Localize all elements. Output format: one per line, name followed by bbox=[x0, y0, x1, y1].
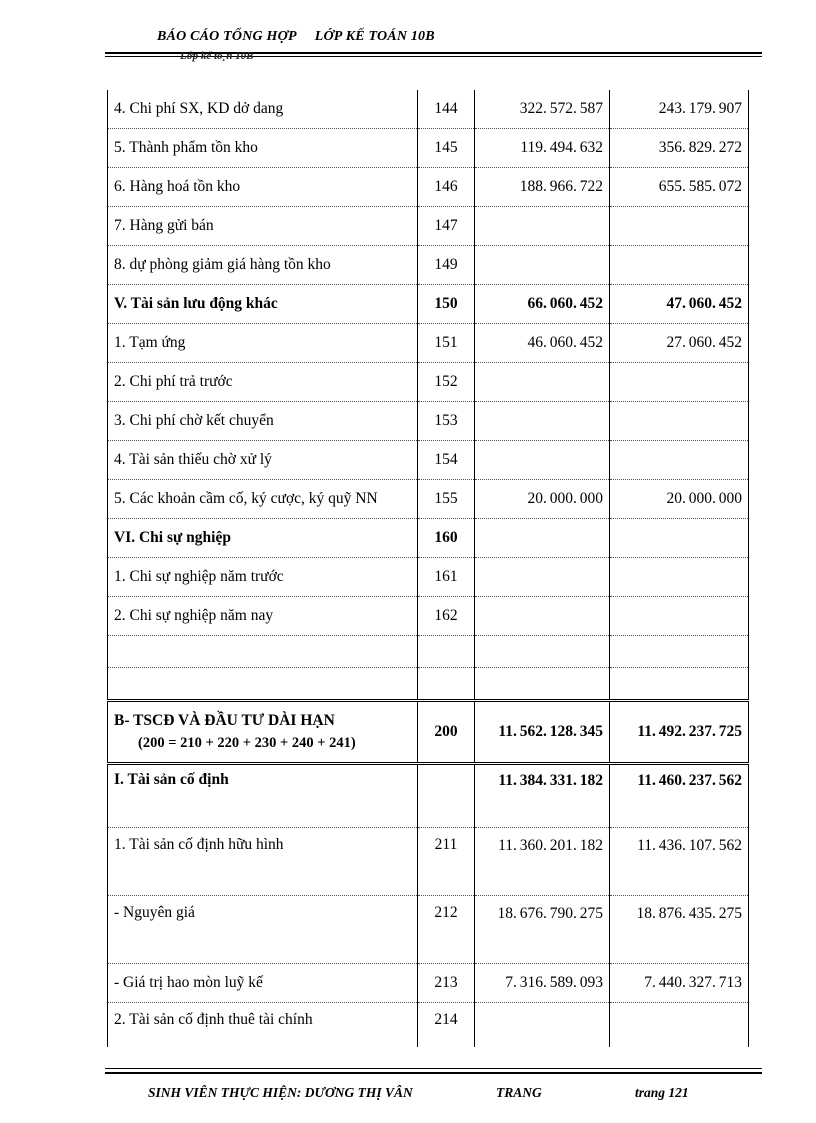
table-row bbox=[108, 480, 749, 519]
row-code: 145 bbox=[418, 129, 475, 168]
row-name: V. Tài sản lưu động khác bbox=[108, 285, 418, 324]
row-code: 212 bbox=[418, 896, 475, 964]
row-name: 5. Các khoản cầm cố, ký cược, ký quỹ NN bbox=[108, 480, 418, 519]
row-value-end: 7. 440. 327. 713 bbox=[610, 964, 749, 1003]
section-fixed-assets-row bbox=[108, 764, 749, 828]
table-row bbox=[108, 597, 749, 636]
row-name: 5. Thành phẩm tồn kho bbox=[108, 129, 418, 168]
table-row bbox=[108, 558, 749, 597]
row-value-end bbox=[610, 246, 749, 285]
footer-trang: TRANG bbox=[496, 1085, 542, 1100]
row-value-start: 119. 494. 632 bbox=[475, 129, 610, 168]
row-value-end bbox=[610, 597, 749, 636]
row-value-start: 18. 676. 790. 275 bbox=[475, 896, 610, 964]
row-value-end: 20. 000. 000 bbox=[610, 480, 749, 519]
row-code: 160 bbox=[418, 519, 475, 558]
row-name: 3. Chi phí chờ kết chuyển bbox=[108, 402, 418, 441]
empty-cell bbox=[418, 668, 475, 701]
row-value-end: 18. 876. 435. 275 bbox=[610, 896, 749, 964]
row-value-start: 7. 316. 589. 093 bbox=[475, 964, 610, 1003]
row-value-start bbox=[475, 207, 610, 246]
empty-cell bbox=[610, 668, 749, 701]
row-code: 149 bbox=[418, 246, 475, 285]
row-code: 154 bbox=[418, 441, 475, 480]
row-value-start bbox=[475, 246, 610, 285]
empty-cell bbox=[610, 636, 749, 668]
row-value-start bbox=[475, 597, 610, 636]
report-title: BÁO CÁO TỔNG HỢP bbox=[157, 29, 297, 44]
row-value-end bbox=[610, 402, 749, 441]
row-name: 2. Chi sự nghiệp năm nay bbox=[108, 597, 418, 636]
footer-rule-thin bbox=[105, 1068, 762, 1069]
row-value-end: 11. 436. 107. 562 bbox=[610, 828, 749, 896]
row-value-end bbox=[610, 558, 749, 597]
row-value-start: 188. 966. 722 bbox=[475, 168, 610, 207]
row-value-start: 20. 000. 000 bbox=[475, 480, 610, 519]
row-code: 153 bbox=[418, 402, 475, 441]
row-value-start: 11. 360. 201. 182 bbox=[475, 828, 610, 896]
section-row-other-current-assets bbox=[108, 285, 749, 324]
row-value-end: 11. 460. 237. 562 bbox=[610, 764, 749, 828]
row-name: VI. Chi sự nghiệp bbox=[108, 519, 418, 558]
class-title: LỚP KẾ TOÁN 10B bbox=[314, 29, 435, 44]
table-row bbox=[108, 896, 749, 964]
row-value-start bbox=[475, 402, 610, 441]
balance-sheet-table bbox=[107, 90, 749, 1047]
row-value-end: 243. 179. 907 bbox=[610, 90, 749, 129]
empty-cell bbox=[475, 636, 610, 668]
row-name: 2. Tài sản cố định thuê tài chính bbox=[108, 1003, 418, 1048]
table-row bbox=[108, 441, 749, 480]
row-code: 146 bbox=[418, 168, 475, 207]
row-code: 147 bbox=[418, 207, 475, 246]
header-subtitle: Lớp kế to¸n 10B bbox=[180, 50, 254, 62]
empty-row bbox=[108, 668, 749, 701]
row-value-end: 655. 585. 072 bbox=[610, 168, 749, 207]
row-code: 200 bbox=[418, 701, 475, 764]
row-name: 7. Hàng gửi bán bbox=[108, 207, 418, 246]
empty-cell bbox=[108, 636, 418, 668]
footer-student: SINH VIÊN THỰC HIỆN: DƯƠNG THỊ VÂN bbox=[148, 1085, 413, 1100]
section-b-row bbox=[108, 701, 749, 764]
section-b-title: B- TSCĐ VÀ ĐẦU TƯ DÀI HẠN bbox=[114, 712, 335, 729]
row-code: 155 bbox=[418, 480, 475, 519]
row-value-end: 356. 829. 272 bbox=[610, 129, 749, 168]
table-row bbox=[108, 90, 749, 129]
empty-cell bbox=[108, 668, 418, 701]
table-row bbox=[108, 402, 749, 441]
row-value-start: 46. 060. 452 bbox=[475, 324, 610, 363]
empty-cell bbox=[475, 668, 610, 701]
row-code: 211 bbox=[418, 828, 475, 896]
table-row bbox=[108, 207, 749, 246]
row-value-end: 47. 060. 452 bbox=[610, 285, 749, 324]
row-code: 152 bbox=[418, 363, 475, 402]
row-name: 6. Hàng hoá tồn kho bbox=[108, 168, 418, 207]
row-value-end: 27. 060. 452 bbox=[610, 324, 749, 363]
row-value-end bbox=[610, 1003, 749, 1048]
row-value-start: 11. 384. 331. 182 bbox=[475, 764, 610, 828]
row-code: 161 bbox=[418, 558, 475, 597]
footer-rule bbox=[105, 1072, 762, 1074]
row-value-end: 11. 492. 237. 725 bbox=[610, 701, 749, 764]
row-code: 151 bbox=[418, 324, 475, 363]
row-value-start bbox=[475, 558, 610, 597]
row-value-start bbox=[475, 441, 610, 480]
row-name: 4. Chi phí SX, KD dở dang bbox=[108, 90, 418, 129]
row-value-start: 322. 572. 587 bbox=[475, 90, 610, 129]
row-value-end bbox=[610, 363, 749, 402]
row-name: 1. Tạm ứng bbox=[108, 324, 418, 363]
row-value-end bbox=[610, 441, 749, 480]
row-code: 150 bbox=[418, 285, 475, 324]
section-row-non-business-expenses bbox=[108, 519, 749, 558]
row-value-end bbox=[610, 519, 749, 558]
table-row bbox=[108, 828, 749, 896]
footer-page-number: trang 121 bbox=[635, 1085, 689, 1100]
section-b-formula: (200 = 210 + 220 + 230 + 240 + 241) bbox=[138, 735, 356, 751]
row-name: 2. Chi phí trả trước bbox=[108, 363, 418, 402]
table-row bbox=[108, 363, 749, 402]
row-value-end bbox=[610, 207, 749, 246]
report-header bbox=[157, 29, 435, 45]
table-row bbox=[108, 324, 749, 363]
row-name: 1. Chi sự nghiệp năm trước bbox=[108, 558, 418, 597]
row-value-start bbox=[475, 363, 610, 402]
table-row bbox=[108, 129, 749, 168]
row-value-start bbox=[475, 1003, 610, 1048]
empty-cell bbox=[418, 636, 475, 668]
row-code: 214 bbox=[418, 1003, 475, 1048]
row-code: 144 bbox=[418, 90, 475, 129]
empty-row bbox=[108, 636, 749, 668]
table-row bbox=[108, 168, 749, 207]
table-row bbox=[108, 246, 749, 285]
row-name: I. Tài sản cố định bbox=[108, 764, 418, 828]
row-name: 4. Tài sản thiếu chờ xử lý bbox=[108, 441, 418, 480]
row-name: 1. Tài sản cố định hữu hình bbox=[108, 828, 418, 896]
row-code: 213 bbox=[418, 964, 475, 1003]
row-value-start bbox=[475, 519, 610, 558]
table-row bbox=[108, 1003, 749, 1048]
row-name: - Nguyên giá bbox=[108, 896, 418, 964]
section-b-label bbox=[108, 701, 418, 764]
row-name: 8. dự phòng giảm giá hàng tồn kho bbox=[108, 246, 418, 285]
table-row bbox=[108, 964, 749, 1003]
row-code bbox=[418, 764, 475, 828]
row-name: - Giá trị hao mòn luỹ kế bbox=[108, 964, 418, 1003]
row-value-start: 11. 562. 128. 345 bbox=[475, 701, 610, 764]
row-value-start: 66. 060. 452 bbox=[475, 285, 610, 324]
row-code: 162 bbox=[418, 597, 475, 636]
